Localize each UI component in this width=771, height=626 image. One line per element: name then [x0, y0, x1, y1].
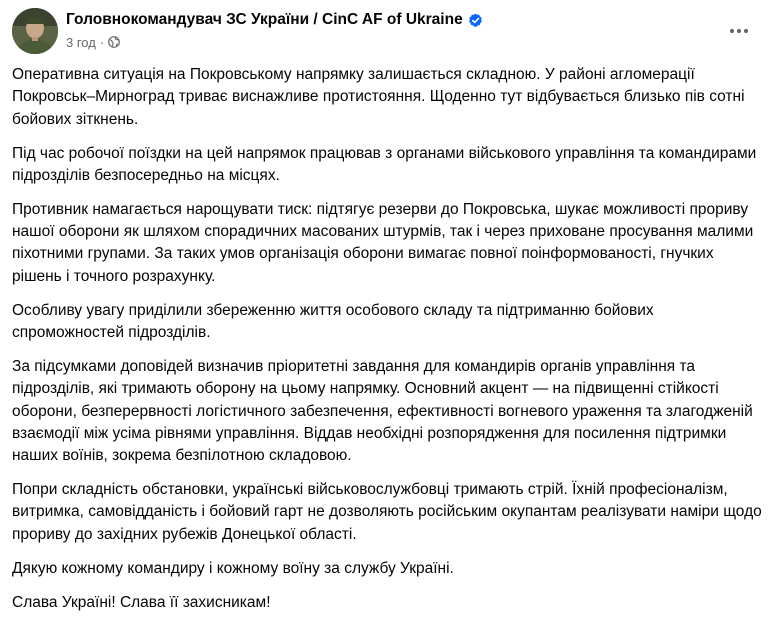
post-text — [12, 64, 764, 626]
post-timestamp[interactable]: 3 год — [66, 34, 96, 50]
post-paragraph: Слава Україні! Слава її захисникам! — [12, 593, 271, 611]
avatar[interactable] — [12, 8, 58, 54]
author-line — [66, 10, 483, 30]
post-header — [12, 8, 759, 56]
post-paragraph: За підсумками доповідей визначив пріоритетні завдання для командирів органів управління та підрозділів, які тримають оборону на цьому напрямку. Основний акцент — на підвищенні стійкості оборони, безперервності логістичного забезпечення, ефективності вогневого ураження та злагодженій взаємодії між усіма рівнями управління. Віддав необхідні розпорядження для посилення підтримки наших воїнів, зокрема безпілотною складовою. — [12, 358, 753, 465]
post-paragraph: Противник намагається нарощувати тиск: підтягує резерви до Покровська, шукає можливості прориву нашої оборони як шляхом спорадичних масованих штурмів, так і через приховане просування малими піхотними групами. За таких умов організація оборони вимагає повної поінформованості, гнучких рішень і точного розрахунку. — [12, 200, 754, 285]
post-paragraph: Оперативна ситуація на Покровському напрямку залишається складною. У районі агломерації Покровськ–Мирноград триває виснажливе протистояння. Щоденно тут відбувається близько пів сотні бойових зіткнень. — [12, 66, 745, 128]
globe-icon[interactable] — [108, 36, 120, 48]
avatar-image — [12, 8, 58, 54]
post-paragraph: Дякую кожному командиру і кожному воїну за службу Україні. — [12, 559, 454, 577]
post-paragraph: Під час робочої поїздки на цей напрямок працював з органами військового управління та командирами підрозділів безпосередньо на місцях. — [12, 144, 757, 184]
more-options-button[interactable] — [721, 16, 757, 44]
post-subline — [66, 33, 483, 51]
author-name[interactable]: Головнокомандувач ЗС України / CinC AF of Ukraine — [66, 11, 463, 28]
post-meta — [66, 10, 483, 51]
verified-badge-icon — [468, 13, 483, 28]
more-horizontal-icon — [729, 21, 749, 39]
post-paragraph: Особливу увагу приділили збереженню життя особового складу та підтриманню бойових спроможностей підрозділів. — [12, 301, 654, 342]
separator-dot: · — [99, 34, 105, 50]
post-paragraph: Попри складність обстановки, українські військовослужбовці тримають стрій. Їхній професіоналізм, витримка, самовідданість і бойовий гарт не дозволяють російським окупантам реалізувати наміри щодо прориву до західних рубежів Донецької області. — [12, 481, 762, 543]
